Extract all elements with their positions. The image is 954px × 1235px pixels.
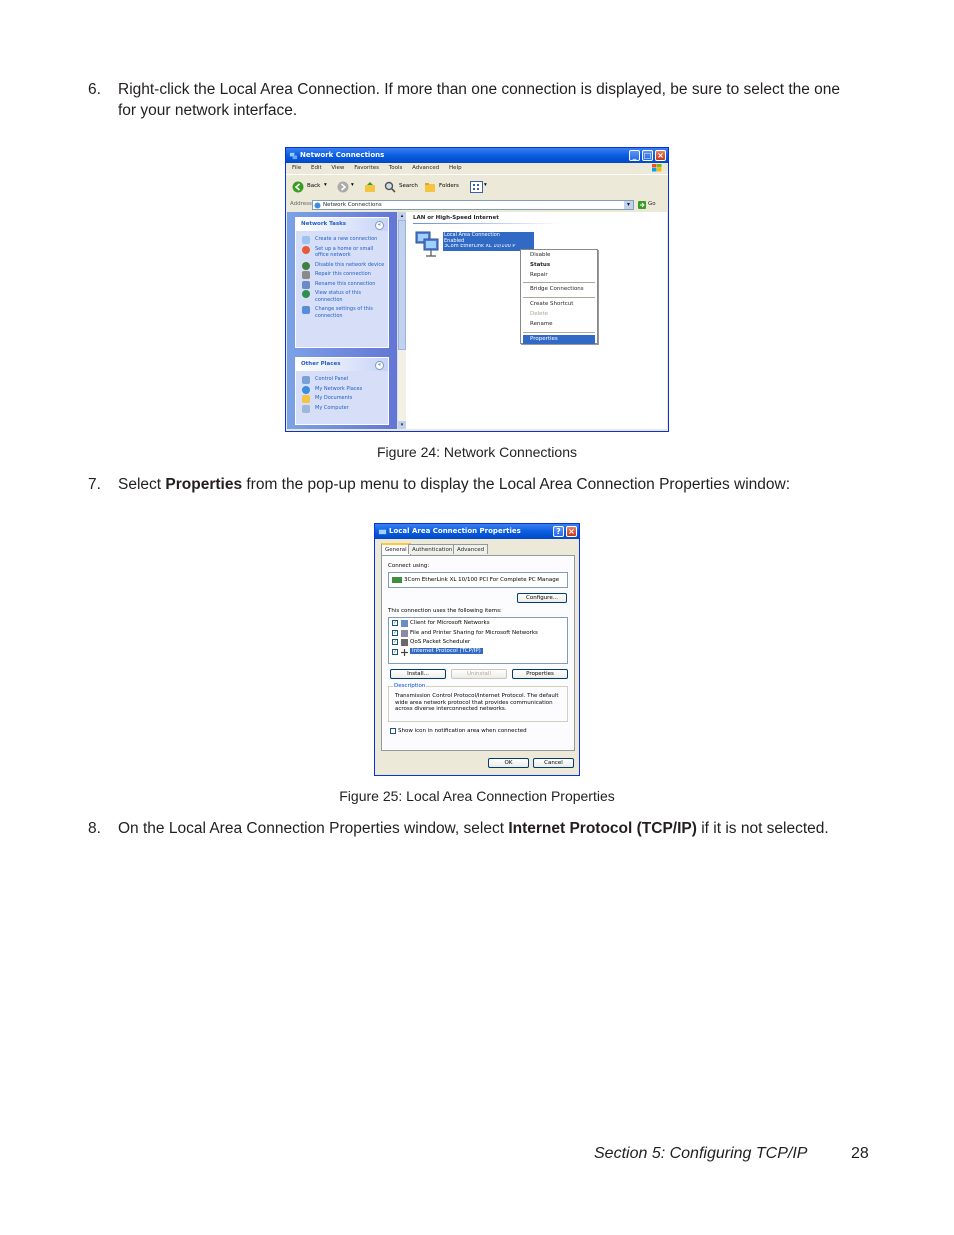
step-text-bold: Internet Protocol (TCP/IP) bbox=[508, 820, 697, 837]
place-label: My Computer bbox=[315, 404, 349, 411]
address-dropdown-icon[interactable]: ▾ bbox=[624, 201, 633, 209]
scroll-down-icon[interactable]: ▾ bbox=[398, 421, 406, 429]
address-value: Network Connections bbox=[323, 202, 382, 208]
menu-item-delete[interactable]: Delete bbox=[530, 310, 549, 317]
client-icon bbox=[401, 620, 408, 627]
ok-button[interactable]: OK bbox=[488, 758, 529, 768]
connection-device: 3Com EtherLink XL 10/100 P bbox=[444, 244, 516, 250]
rename-icon bbox=[302, 281, 310, 289]
address-input[interactable] bbox=[312, 200, 634, 210]
item-label-selected[interactable]: Internet Protocol (TCP/IP) bbox=[412, 647, 481, 654]
panel-title: Other Places bbox=[301, 361, 341, 367]
page-number: 28 bbox=[851, 1145, 869, 1162]
task-label: Set up a home or small office network bbox=[315, 245, 374, 258]
task-create-connection[interactable] bbox=[296, 236, 388, 243]
items-list bbox=[388, 617, 568, 664]
menu-item-properties[interactable]: Properties bbox=[523, 335, 595, 345]
item-checkbox[interactable]: ✓ bbox=[393, 620, 398, 626]
connect-using-label: Connect using: bbox=[388, 563, 430, 569]
documents-folder-icon bbox=[302, 395, 310, 403]
item-checkbox[interactable]: ✓ bbox=[393, 648, 398, 655]
collapse-chevron-icon[interactable]: « bbox=[375, 221, 384, 230]
general-tab-panel bbox=[381, 555, 575, 751]
footer-section: Section 5: Configuring TCP/IP bbox=[594, 1145, 808, 1162]
connection-name: Local Area Connection bbox=[444, 232, 500, 238]
menu-item-create-shortcut[interactable]: Create Shortcut bbox=[530, 301, 574, 308]
task-label: Repair this connection bbox=[315, 271, 371, 277]
task-label: Rename this connection bbox=[315, 280, 376, 287]
item-label[interactable]: File and Printer Sharing for Microsoft Networks bbox=[410, 629, 538, 636]
computer-icon bbox=[302, 405, 310, 413]
task-repair-connection[interactable] bbox=[296, 271, 388, 278]
description-group bbox=[388, 683, 568, 722]
step-text bbox=[118, 474, 858, 495]
toolbar bbox=[286, 174, 668, 200]
description-text: Transmission Control Protocol/Internet Protocol. The default wide area network protocol that provides communication across diverse interconnected networks. bbox=[395, 693, 559, 712]
menu-separator bbox=[523, 297, 595, 298]
task-pane-scrollbar[interactable] bbox=[397, 212, 406, 429]
description-label: Description bbox=[394, 683, 426, 689]
scroll-thumb[interactable] bbox=[398, 220, 406, 350]
show-icon-label[interactable]: Show icon in notification area when connected bbox=[398, 728, 527, 734]
repair-icon bbox=[302, 271, 310, 279]
close-button[interactable]: × bbox=[566, 526, 577, 537]
place-label: Control Panel bbox=[315, 376, 349, 382]
place-my-computer[interactable] bbox=[296, 405, 388, 412]
menu-file[interactable]: File bbox=[292, 165, 302, 171]
step-text-pre: On the Local Area Connection Properties window, select bbox=[118, 820, 509, 837]
protocol-icon bbox=[401, 649, 408, 656]
configure-button[interactable]: Configure... bbox=[517, 593, 567, 603]
task-change-settings[interactable] bbox=[296, 306, 388, 319]
group-heading: LAN or High-Speed Internet bbox=[413, 215, 499, 221]
step-text-post: if it is not selected. bbox=[696, 820, 829, 837]
back-arrow-icon[interactable] bbox=[292, 181, 304, 193]
minimize-button[interactable]: _ bbox=[629, 150, 640, 161]
scroll-up-icon[interactable]: ▴ bbox=[398, 212, 406, 220]
menu-edit[interactable]: Edit bbox=[310, 165, 322, 171]
context-menu bbox=[520, 249, 598, 344]
go-button-label[interactable]: Go bbox=[648, 201, 656, 207]
task-label: View status of this connection bbox=[315, 290, 361, 303]
folders-icon[interactable] bbox=[424, 181, 436, 193]
folders-button-label[interactable]: Folders bbox=[439, 183, 459, 189]
connections-list bbox=[406, 212, 667, 429]
address-bar bbox=[286, 199, 668, 211]
back-button-label[interactable]: Back bbox=[307, 183, 321, 189]
views-dropdown-icon[interactable]: ▾ bbox=[484, 182, 487, 188]
help-button[interactable]: ? bbox=[553, 526, 564, 537]
adapter-name: 3Com EtherLink XL 10/100 PCI For Complete PC Manage bbox=[404, 577, 560, 583]
menu-bar bbox=[286, 163, 668, 173]
figure-24-caption: Figure 24: Network Connections bbox=[377, 444, 577, 460]
panel-header[interactable] bbox=[296, 358, 388, 371]
local-area-connection-properties-window bbox=[374, 523, 580, 776]
task-view-status[interactable] bbox=[296, 290, 388, 303]
menu-item-status[interactable]: Status bbox=[530, 261, 551, 268]
window-titlebar bbox=[375, 524, 579, 539]
menu-view[interactable]: View bbox=[331, 165, 345, 171]
search-button-label[interactable]: Search bbox=[399, 183, 418, 189]
search-icon[interactable] bbox=[384, 181, 396, 193]
tab-authentication[interactable]: Authentication bbox=[408, 544, 456, 554]
connection-status: Enabled bbox=[444, 237, 465, 244]
maximize-button[interactable]: □ bbox=[643, 151, 652, 160]
other-places-panel bbox=[295, 357, 389, 425]
window-title: Network Connections bbox=[300, 151, 385, 159]
item-label[interactable]: Client for Microsoft Networks bbox=[410, 620, 490, 626]
disable-device-icon bbox=[302, 262, 310, 270]
views-icon[interactable] bbox=[470, 181, 484, 193]
forward-arrow-icon[interactable] bbox=[337, 181, 349, 193]
adapter-field bbox=[388, 572, 568, 588]
uninstall-button[interactable]: Uninstall bbox=[451, 669, 507, 679]
settings-icon bbox=[302, 306, 310, 314]
connection-icon bbox=[378, 527, 387, 536]
item-checkbox[interactable]: ✓ bbox=[393, 639, 398, 645]
figure-25-caption: Figure 25: Local Area Connection Properties bbox=[339, 788, 615, 804]
menu-item-disable[interactable]: Disable bbox=[530, 252, 551, 258]
place-label: My Documents bbox=[315, 395, 353, 401]
menu-separator bbox=[523, 282, 595, 283]
connection-selected-label[interactable] bbox=[443, 232, 534, 251]
menu-item-repair[interactable]: Repair bbox=[530, 271, 548, 278]
panel-title: Network Tasks bbox=[301, 221, 347, 227]
step-text-post: from the pop-up menu to display the Local Area Connection Properties window: bbox=[242, 476, 791, 493]
task-disable-device[interactable] bbox=[296, 262, 388, 269]
item-checkbox[interactable]: ✓ bbox=[393, 629, 398, 636]
place-label: My Network Places bbox=[315, 385, 363, 392]
file-sharing-icon bbox=[401, 630, 408, 637]
cancel-button[interactable]: Cancel bbox=[533, 758, 574, 768]
task-label: Disable this network device bbox=[315, 261, 385, 268]
menu-favorites[interactable]: Favorites bbox=[354, 165, 380, 171]
place-my-documents[interactable] bbox=[296, 395, 388, 402]
menu-separator bbox=[523, 332, 595, 333]
show-icon-checkbox[interactable] bbox=[390, 728, 396, 734]
task-label: Create a new connection bbox=[315, 236, 378, 242]
group-heading-rule bbox=[413, 223, 563, 224]
collapse-chevron-icon[interactable]: « bbox=[375, 361, 384, 370]
network-adapter-icon bbox=[392, 577, 402, 583]
item-label[interactable]: QoS Packet Scheduler bbox=[410, 639, 471, 645]
network-connections-icon bbox=[289, 151, 298, 160]
step-number: 6. bbox=[88, 81, 101, 98]
forward-dropdown-icon[interactable]: ▾ bbox=[351, 182, 354, 188]
up-folder-icon[interactable] bbox=[364, 181, 376, 193]
network-tasks-panel bbox=[295, 217, 389, 348]
menu-help[interactable]: Help bbox=[449, 165, 462, 171]
home-network-icon bbox=[302, 246, 310, 254]
windows-logo-icon bbox=[652, 164, 662, 172]
network-folder-icon bbox=[314, 202, 321, 209]
lan-connection-icon[interactable] bbox=[414, 230, 440, 258]
tab-general[interactable]: General bbox=[381, 543, 411, 555]
install-button[interactable]: Install... bbox=[390, 669, 446, 679]
step-text: Right-click the Local Area Connection. If more than one connection is displayed, be sure to select the one for your network interface. bbox=[118, 81, 841, 119]
task-label: Change settings of this connection bbox=[315, 306, 373, 319]
items-label: This connection uses the following items: bbox=[388, 608, 502, 614]
step-number: 8. bbox=[88, 820, 101, 837]
go-arrow-icon[interactable] bbox=[638, 201, 646, 209]
step-number: 7. bbox=[88, 476, 101, 493]
new-connection-icon bbox=[302, 236, 310, 244]
place-my-network-places[interactable] bbox=[296, 386, 388, 393]
address-label: Address bbox=[290, 201, 312, 207]
place-control-panel[interactable] bbox=[296, 376, 388, 383]
network-connections-window bbox=[285, 147, 669, 432]
properties-button[interactable]: Properties bbox=[512, 669, 568, 679]
network-places-icon bbox=[302, 386, 310, 394]
window-titlebar bbox=[286, 148, 668, 163]
task-pane bbox=[287, 212, 397, 429]
tab-advanced[interactable]: Advanced bbox=[453, 544, 488, 554]
task-home-network[interactable] bbox=[296, 246, 388, 259]
menu-item-rename[interactable]: Rename bbox=[530, 320, 553, 327]
back-dropdown-icon[interactable]: ▾ bbox=[324, 182, 327, 188]
control-panel-icon bbox=[302, 376, 310, 384]
menu-advanced[interactable]: Advanced bbox=[412, 165, 440, 171]
menu-item-bridge-connections[interactable]: Bridge Connections bbox=[530, 286, 584, 293]
status-icon bbox=[302, 290, 310, 298]
panel-header[interactable] bbox=[296, 218, 388, 231]
close-button[interactable]: × bbox=[655, 150, 666, 161]
step-text-bold: Properties bbox=[165, 476, 243, 493]
task-rename-connection[interactable] bbox=[296, 281, 388, 288]
step-text-pre: Select bbox=[118, 476, 166, 493]
qos-icon bbox=[401, 639, 408, 646]
menu-tools[interactable]: Tools bbox=[388, 165, 403, 171]
step-text bbox=[118, 818, 858, 839]
window-title: Local Area Connection Properties bbox=[389, 527, 521, 535]
